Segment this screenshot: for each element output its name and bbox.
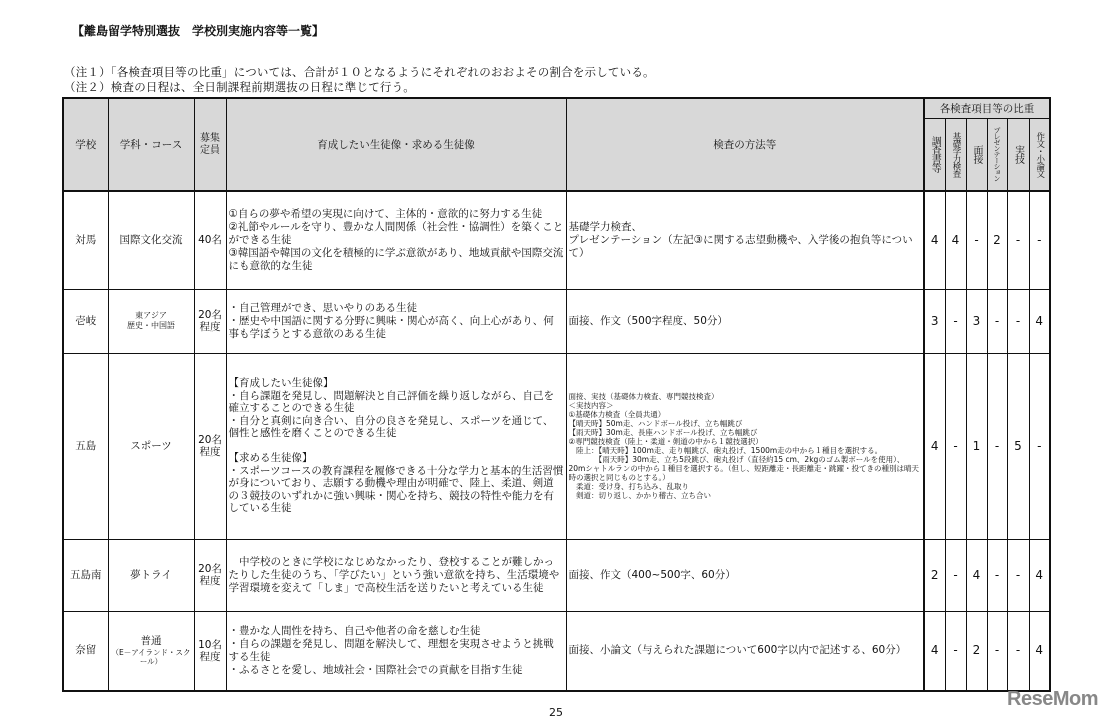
exam-method: 基礎学力検査、 プレゼンテーション（左記③に関する志望動機や、入学後の抱負等について） [566, 191, 924, 289]
score-essay: - [1029, 353, 1050, 539]
note-2: （注２）検査の日程は、全日制課程前期選抜の日程に準じて行う。 [64, 80, 415, 94]
course-name: 国際文化交流 [108, 191, 194, 289]
score-report: 4 [924, 353, 945, 539]
school-name: 五島 [63, 353, 108, 539]
score-report: 4 [924, 191, 945, 289]
score-essay: - [1029, 191, 1050, 289]
table-row [63, 191, 1050, 289]
ideal-student: ①自らの夢や希望の実現に向けて、主体的・意欲的に努力する生徒 ②礼節やルールを守り、豊かな人間関係（社会性・協調性）を築くことができる生徒 ③韓国語や韓国の文化を積極的に学ぶ意欲があり、地域貢献や国際交流にも意欲的な生徒 [226, 191, 566, 289]
course-name: 東アジア 歴史・中国語 [108, 289, 194, 353]
capacity: 20名 程度 [194, 289, 226, 353]
score-report: 3 [924, 289, 945, 353]
school-name: 壱岐 [63, 289, 108, 353]
school-name: 対馬 [63, 191, 108, 289]
score-essay: 4 [1029, 539, 1050, 611]
score-presentation: - [987, 611, 1007, 691]
score-practical: - [1007, 611, 1029, 691]
header-ideal: 育成したい生徒像・求める生徒像 [226, 98, 566, 191]
school-name: 五島南 [63, 539, 108, 611]
exam-method: 面接、作文（400~500字、60分） [566, 539, 924, 611]
ideal-student: ・豊かな人間性を持ち、自己や他者の命を慈しむ生徒 ・自らの課題を発見し、問題を解決して、理想を実現させようと挑戦する生徒 ・ふるさとを愛し、地域社会・国際社会での貢献を目指す生徒 [226, 611, 566, 691]
score-academic: 4 [945, 191, 966, 289]
score-interview: 1 [966, 353, 987, 539]
capacity: 20名 程度 [194, 353, 226, 539]
table-row [63, 353, 1050, 539]
score-practical: 5 [1007, 353, 1029, 539]
document-title: 【離島留学特別選抜 学校別実施内容等一覧】 [72, 24, 325, 38]
score-presentation: 2 [987, 191, 1007, 289]
resemom-logo: ReseMom [1007, 688, 1098, 710]
header-weight-academic: 基礎学力検査 [951, 131, 961, 177]
course-name: スポーツ [108, 353, 194, 539]
exam-method: 面接、小論文（与えられた課題について600字以内で記述する、60分） [566, 611, 924, 691]
header-weight-practical: 実技 [1012, 145, 1024, 164]
score-presentation: - [987, 289, 1007, 353]
table-row [63, 611, 1050, 691]
course-subtitle: （E－アイランド・スクール） [111, 648, 191, 667]
table-row [63, 289, 1050, 353]
score-practical: - [1007, 539, 1029, 611]
ideal-student: ・自己管理ができ、思いやりのある生徒 ・歴史や中国語に関する分野に興味・関心が高く、向上心があり、何事も学ぼうとする意欲のある生徒 [226, 289, 566, 353]
score-interview: 2 [966, 611, 987, 691]
header-capacity: 募集定員 [194, 98, 226, 191]
score-essay: 4 [1029, 611, 1050, 691]
score-presentation: - [987, 353, 1007, 539]
school-name: 奈留 [63, 611, 108, 691]
course-name: 夢トライ [108, 539, 194, 611]
score-interview: 3 [966, 289, 987, 353]
score-academic: - [945, 289, 966, 353]
exam-method: 面接、作文（500字程度、50分） [566, 289, 924, 353]
score-practical: - [1007, 289, 1029, 353]
ideal-student: 中学校のときに学校になじめなかったり、登校することが難しかったりした生徒のうち、「学びたい」という強い意欲を持ち、生活環境や学習環境を変えて「しま」で高校生活を送りたいと考えている生徒 [226, 539, 566, 611]
capacity: 20名 程度 [194, 539, 226, 611]
capacity: 10名 程度 [194, 611, 226, 691]
course-cell [108, 611, 194, 691]
score-essay: 4 [1029, 289, 1050, 353]
header-method: 検査の方法等 [566, 98, 924, 191]
course-name: 普通 [140, 635, 162, 648]
header-school: 学校 [63, 98, 108, 191]
table-row [63, 539, 1050, 611]
score-presentation: - [987, 539, 1007, 611]
page-number: 25 [549, 706, 563, 719]
score-academic: - [945, 539, 966, 611]
header-course: 学科・コース [108, 98, 194, 191]
score-report: 4 [924, 611, 945, 691]
score-interview: 4 [966, 539, 987, 611]
header-weight-essay: 作文・小論文 [1034, 131, 1045, 177]
capacity: 40名 [194, 191, 226, 289]
header-weight-report: 調査書等 [929, 136, 941, 173]
score-academic: - [945, 611, 966, 691]
ideal-student: 【育成したい生徒像】 ・自ら課題を発見し、問題解決と自己評価を繰り返しながら、自己を確立することのできる生徒 ・自分と真剣に向き合い、自分の良さを発見し、スポーツを通じて、個性と感性を磨くことのできる生徒 【求める生徒像】 ・スポーツコースの教育課程を履修できる十分な学力と基本的生活習慣が身についており、志願する動機や理由が明確で、陸上、柔道、剣道の３競技のいずれかに強い興味・関心を持ち、競技の特性や能力を有している生徒 [226, 353, 566, 539]
header-weight-presentation: プレゼンテーション [993, 127, 1001, 182]
score-interview: - [966, 191, 987, 289]
school-table [62, 97, 1051, 692]
exam-method: 面接、実技（基礎体力検査、専門競技検査） ＜実技内容＞ ①基礎体力検査（全員共通） 【晴天時】50m走、ハンドボール投げ、立ち幅跳び 【雨天時】30m走、長座ハンドボール投げ、立ち幅跳び ②専門競技検査（陸上・柔道・剣道の中から１競技選択） 陸上：【晴天時】100m走、走り幅跳び、砲丸投げ、1500m走の中から１種目を選択する。 【雨天時】30m走、立ち5段跳び、砲丸投げ（直径約15 cm、2kgのゴム製ボールを使用）、20mシャトルランの中から１種目を選択する。（但し、短距離走・長距離走・跳躍・投てきの種別は晴天時の選択と同じものとする。） 柔道：受け身、打ち込み、乱取り 剣道：切り返し、かかり稽古、立ち合い [566, 353, 924, 539]
score-practical: - [1007, 191, 1029, 289]
header-weight-interview: 面接 [971, 145, 982, 164]
note-1: （注１）「各検査項目等の比重」については、合計が１０となるようにそれぞれのおおよその割合を示している。 [64, 65, 655, 79]
score-academic: - [945, 353, 966, 539]
header-weights-group: 各検査項目等の比重 [924, 98, 1050, 118]
score-report: 2 [924, 539, 945, 611]
